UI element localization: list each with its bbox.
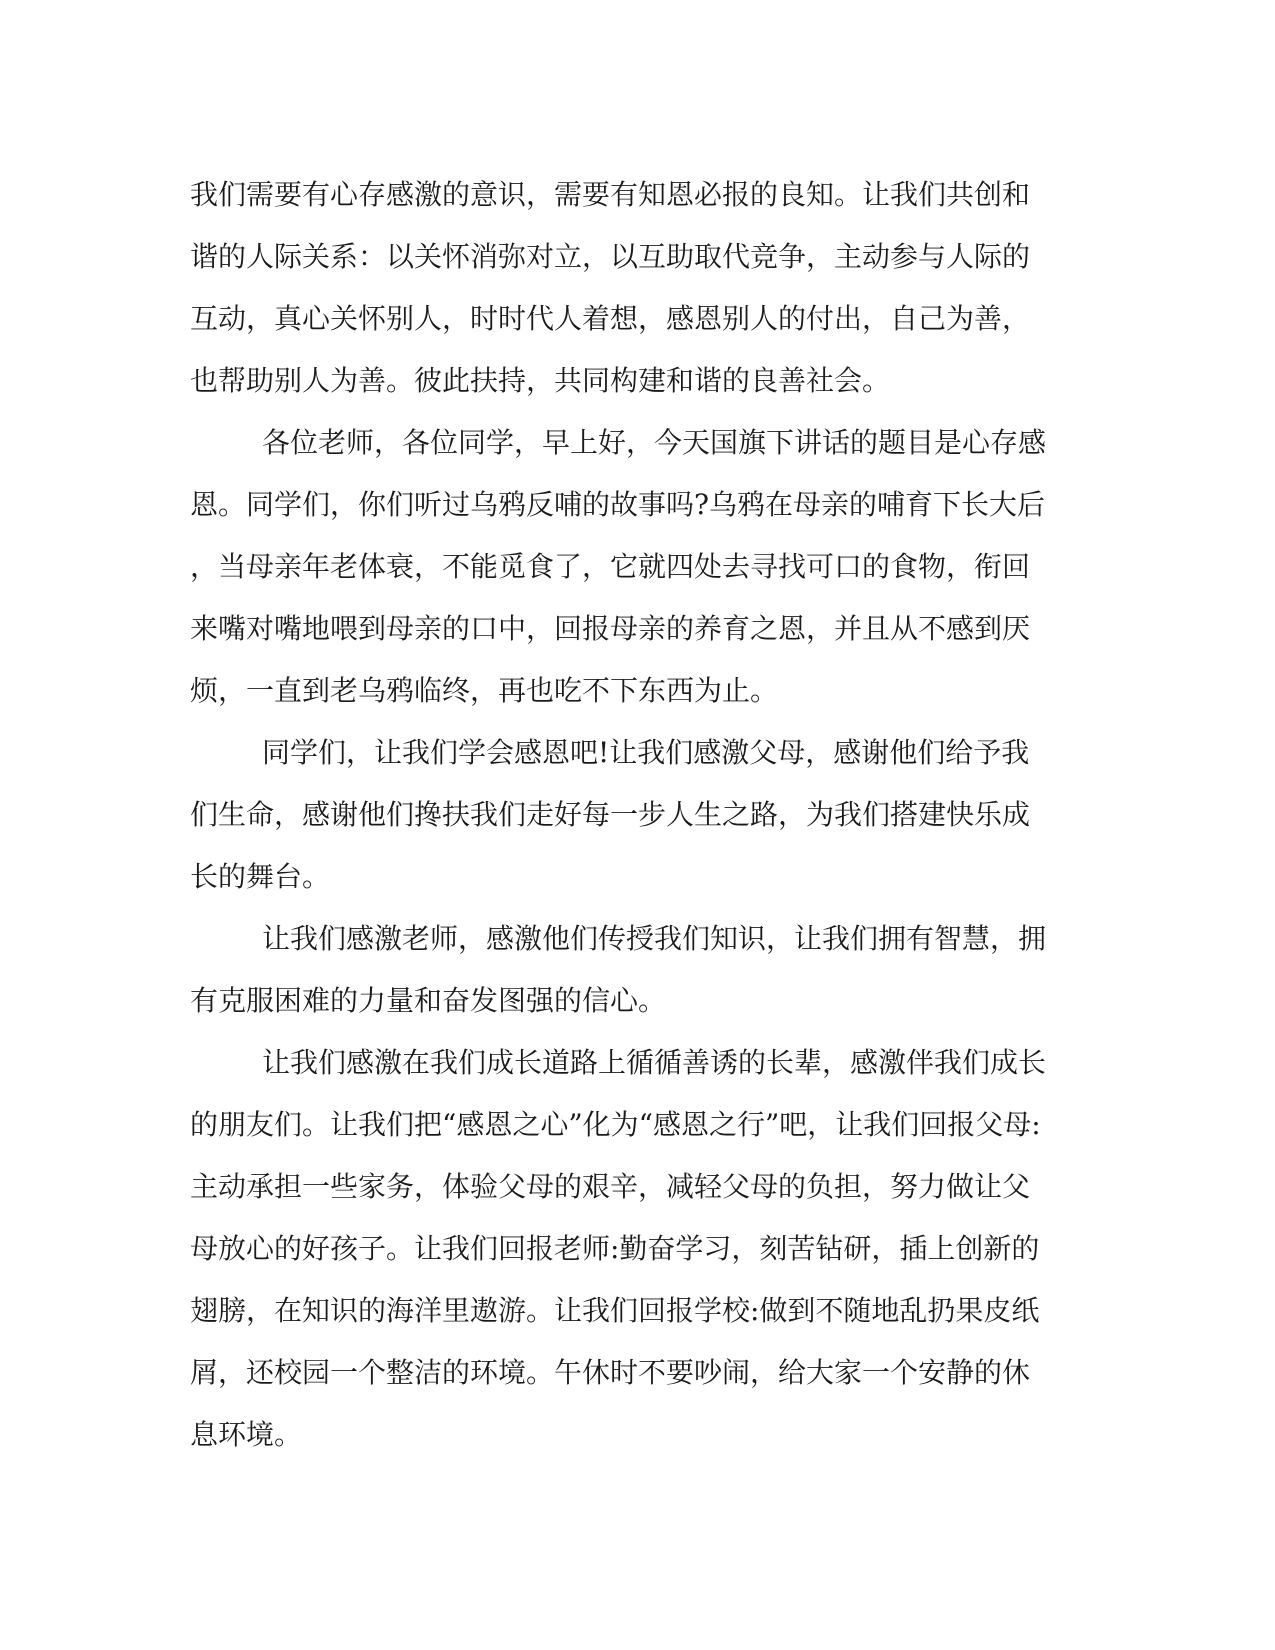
- text-line: 互动，真心关怀别人，时时代人着想，感恩别人的付出，自己为善，: [190, 302, 1031, 335]
- text-line: 我们需要有心存感激的意识，需要有知恩必报的良知。让我们共创和: [190, 178, 1031, 211]
- text-line: 母放心的好孩子。让我们回报老师:勤奋学习，刻苦钻研，插上创新的: [190, 1232, 1040, 1265]
- text-line: ，当母亲年老体衰，不能觅食了，它就四处去寻找可口的食物，衔回: [190, 550, 1031, 583]
- text-line: 的朋友们。让我们把“感恩之心”化为“感恩之行”吧，让我们回报父母:: [190, 1108, 1041, 1141]
- text-line: 翅膀，在知识的海洋里遨游。让我们回报学校:做到不随地乱扔果皮纸: [190, 1294, 1040, 1327]
- text-line: 息环境。: [190, 1418, 303, 1451]
- paragraph-first-line: 同学们，让我们学会感恩吧!让我们感激父母，感谢他们给予我: [262, 736, 1030, 769]
- paragraph-first-line: 让我们感激在我们成长道路上循循善诱的长辈，感激伴我们成长: [262, 1046, 1047, 1079]
- text-line: 长的舞台。: [190, 860, 331, 893]
- body-text: [190, 164, 1085, 1466]
- text-line: 主动承担一些家务，体验父母的艰辛，减轻父母的负担，努力做让父: [190, 1170, 1031, 1203]
- text-line: 恩。同学们，你们听过乌鸦反哺的故事吗?乌鸦在母亲的哺育下长大后: [190, 488, 1046, 521]
- text-line: 屑，还校园一个整洁的环境。午休时不要吵闹，给大家一个安静的休: [190, 1356, 1031, 1389]
- text-line: 也帮助别人为善。彼此扶持，共同构建和谐的良善社会。: [190, 364, 891, 397]
- text-line: 来嘴对嘴地喂到母亲的口中，回报母亲的养育之恩，并且从不感到厌: [190, 612, 1031, 645]
- paragraph-first-line: 各位老师，各位同学，早上好，今天国旗下讲话的题目是心存感: [262, 426, 1047, 459]
- paragraph-first-line: 让我们感激老师，感激他们传授我们知识，让我们拥有智慧，拥: [262, 922, 1047, 955]
- text-line: 们生命，感谢他们搀扶我们走好每一步人生之路，为我们搭建快乐成: [190, 798, 1031, 831]
- text-line: 烦，一直到老乌鸦临终，再也吃不下东西为止。: [190, 674, 779, 707]
- text-line: 谐的人际关系：以关怀消弥对立，以互助取代竞争，主动参与人际的: [190, 240, 1031, 273]
- text-line: 有克服困难的力量和奋发图强的信心。: [190, 984, 667, 1017]
